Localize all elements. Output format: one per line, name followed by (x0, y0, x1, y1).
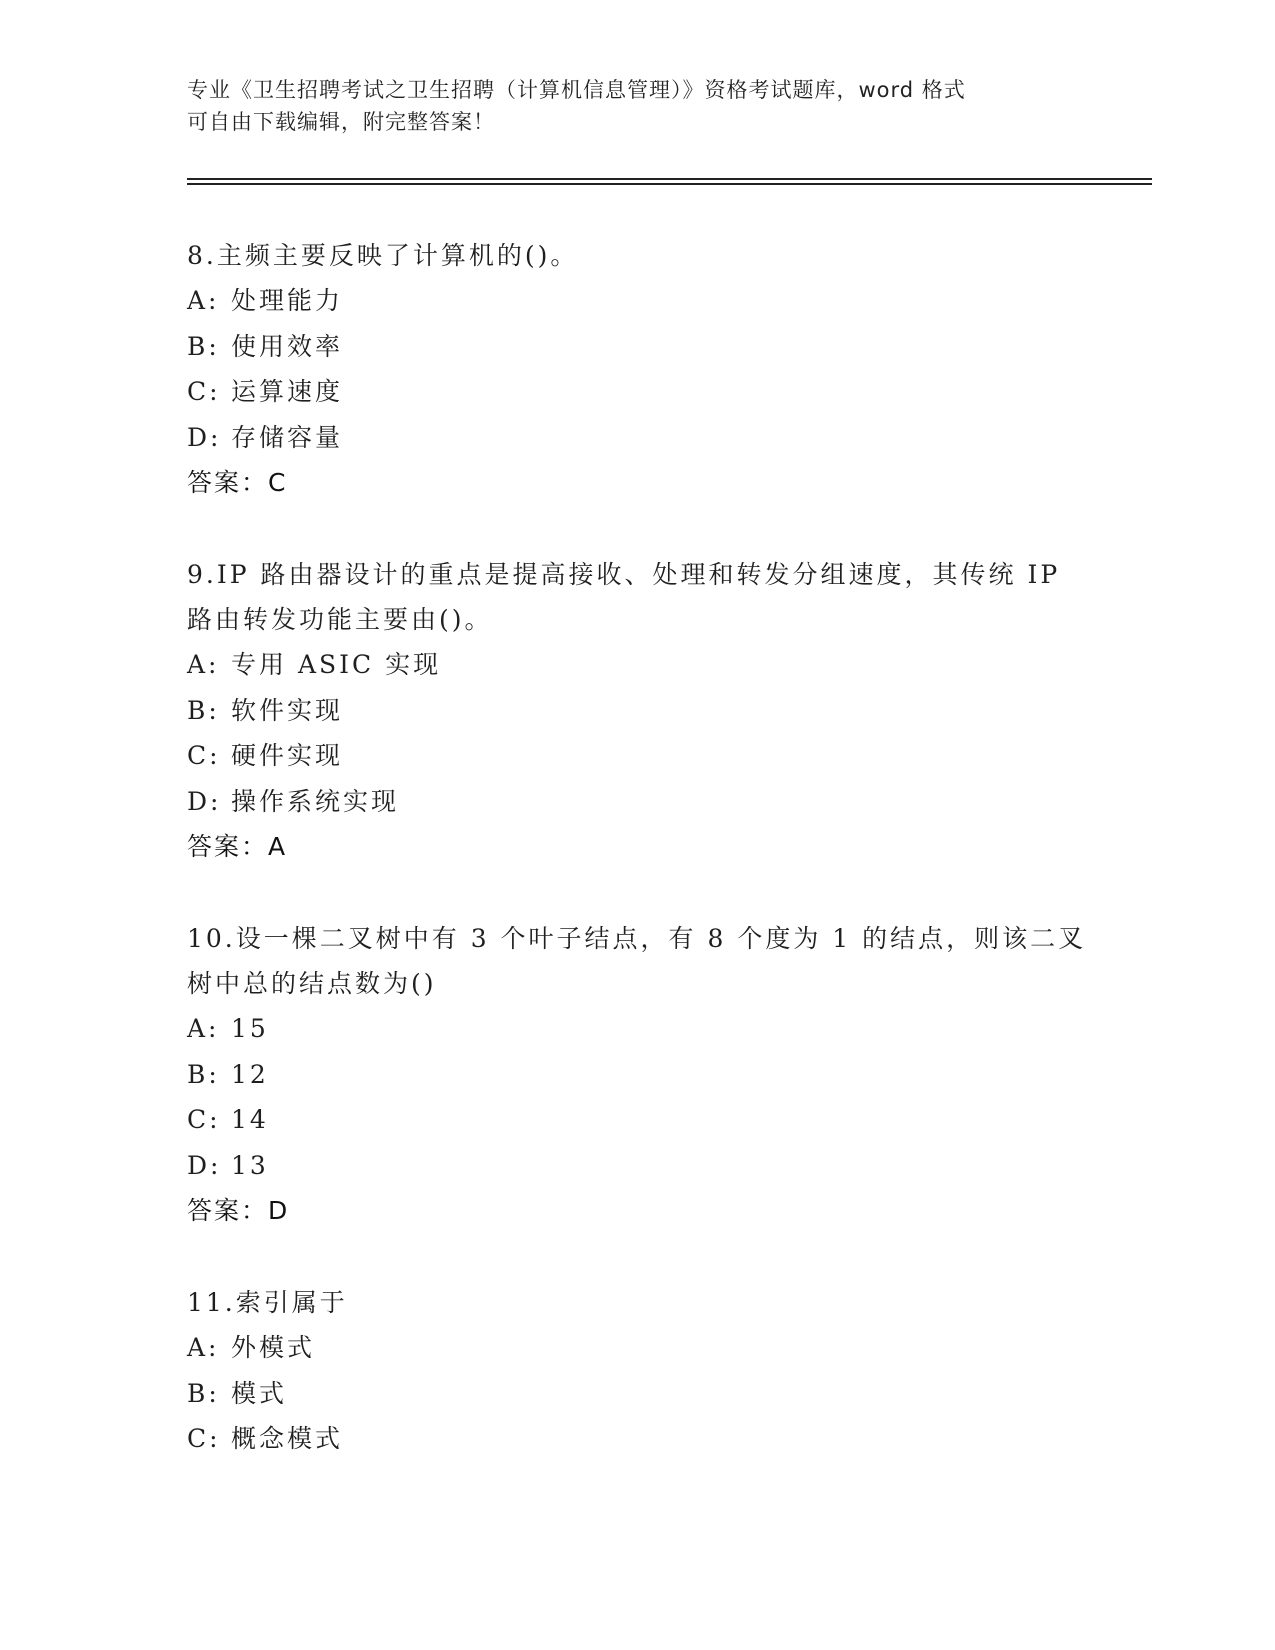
option-b (187, 324, 1087, 370)
question-stem: 9.IP 路由器设计的重点是提高接收、处理和转发分组速度，其传统 IP 路由转发功能主要由()。 (187, 560, 1061, 634)
question-9 (187, 552, 1087, 869)
option-letter: D: (187, 1150, 222, 1180)
option-letter: C: (187, 1105, 221, 1134)
header-divider-bottom (187, 183, 1152, 185)
option-a (187, 642, 1087, 688)
option-d (187, 415, 1087, 461)
header-divider-top (187, 178, 1152, 180)
option-b (187, 1371, 1087, 1417)
option-d (187, 1143, 1087, 1189)
option-letter: C: (187, 741, 221, 770)
option-text: 14 (231, 1105, 269, 1134)
option-letter: A: (187, 650, 220, 679)
option-text: 模式 (231, 1378, 288, 1408)
option-text: 软件实现 (231, 695, 344, 725)
option-text: 处理能力 (231, 286, 344, 315)
option-a (187, 1006, 1087, 1052)
option-c (187, 369, 1087, 415)
question-stem: 11.索引属于 (187, 1288, 348, 1317)
option-letter: C: (187, 377, 221, 406)
option-letter: A: (187, 286, 220, 315)
option-c (187, 1097, 1087, 1143)
option-c (187, 1416, 1087, 1462)
option-letter: B: (187, 695, 220, 725)
answer-line: 答案：D (187, 1196, 290, 1225)
option-text: 操作系统实现 (231, 786, 400, 816)
option-a (187, 278, 1087, 324)
question-stem: 10.设一棵二叉树中有 3 个叶子结点，有 8 个度为 1 的结点，则该二叉树中总的结点数为() (187, 924, 1087, 998)
option-letter: A: (187, 1014, 220, 1043)
question-11 (187, 1280, 1087, 1462)
option-text: 使用效率 (231, 331, 344, 361)
question-8 (187, 233, 1087, 505)
question-stem: 8.主频主要反映了计算机的()。 (187, 241, 579, 270)
header-line-2: 可自由下载编辑，附完整答案！ (187, 110, 495, 134)
option-a (187, 1325, 1087, 1371)
option-text: 外模式 (231, 1333, 316, 1362)
option-letter: D: (187, 422, 222, 452)
option-text: 存储容量 (231, 422, 344, 452)
option-letter: B: (187, 331, 220, 361)
answer-line: 答案：C (187, 468, 288, 497)
option-letter: D: (187, 786, 222, 816)
option-text: 运算速度 (231, 377, 344, 406)
option-b (187, 688, 1087, 734)
question-10 (187, 916, 1087, 1233)
option-letter: C: (187, 1424, 221, 1453)
document-header (187, 74, 1087, 138)
option-letter: B: (187, 1059, 220, 1089)
option-b (187, 1052, 1087, 1098)
header-line-1: 专业《卫生招聘考试之卫生招聘（计算机信息管理）》资格考试题库，word 格式 (187, 78, 966, 102)
option-d (187, 779, 1087, 825)
option-c (187, 733, 1087, 779)
option-text: 概念模式 (231, 1424, 344, 1453)
option-text: 12 (231, 1059, 269, 1089)
answer-line: 答案：A (187, 832, 288, 861)
option-text: 专用 ASIC 实现 (231, 650, 442, 679)
option-letter: A: (187, 1333, 220, 1362)
option-text: 硬件实现 (231, 741, 344, 770)
option-text: 15 (231, 1014, 269, 1043)
option-letter: B: (187, 1378, 220, 1408)
option-text: 13 (231, 1150, 269, 1180)
